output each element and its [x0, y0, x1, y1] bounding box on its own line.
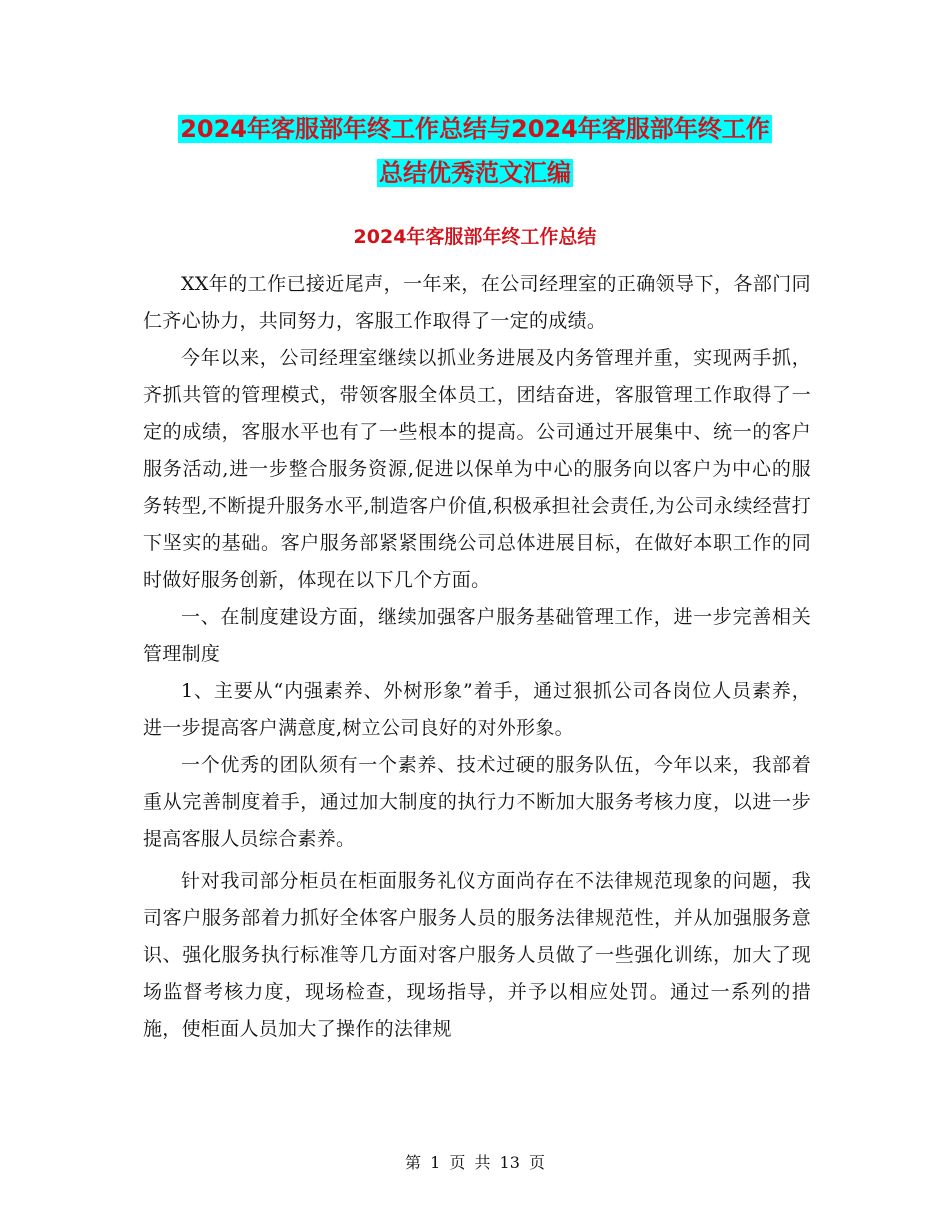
document-body: [143, 266, 811, 1048]
paragraph: 1、主要从“内强素养、外树形象”着手，通过狠抓公司各岗位人员素养，进一步提高客户满意度,树立公司良好的对外形象。: [143, 680, 811, 739]
section-title: 2024年客服部年终工作总结: [353, 226, 597, 248]
page-footer: 第 1 页 共 13 页: [405, 1153, 545, 1172]
document-title-line-2: [0, 156, 950, 190]
paragraph: 针对我司部分柜员在柜面服务礼仪方面尚存在不法律规范现象的问题，我司客户服务部着力抓好全体客户服务人员的服务法律规范性，并从加强服务意识、强化服务执行标准等几方面对客户服务人员做了一些强化训练，加大了现场监督考核力度，现场检查，现场指导，并予以相应处罚。通过一系列的措施，使柜面人员加大了操作的法律规: [143, 870, 811, 1040]
paragraph: 今年以来，公司经理室继续以抓业务进展及内务管理并重，实现两手抓，齐抓共管的管理模式，带领客服全体员工，团结奋进，客服管理工作取得了一定的成绩，客服水平也有了一些根本的提高。公司通过开展集中、统一的客户服务活动,进一步整合服务资源,促进以保单为中心的服务向以客户为中心的服务转型,不断提升服务水平,制造客户价值,积极承担社会责任,为公司永续经营打下坚实的基础。客户服务部紧紧围绕公司总体进展目标，在做好本职工作的同时做好服务创新，体现在以下几个方面。: [143, 347, 811, 591]
document-title-line-1: [0, 112, 950, 146]
paragraph: 一个优秀的团队须有一个素养、技术过硬的服务队伍，今年以来，我部着重从完善制度着手，通过加大制度的执行力不断加大服务考核力度，以进一步提高客服人员综合素养。: [143, 754, 811, 850]
paragraph: XX年的工作已接近尾声，一年来，在公司经理室的正确领导下，各部门同仁齐心协力，共同努力，客服工作取得了一定的成绩。: [143, 273, 811, 332]
title-highlight-1: 2024年客服部年终工作总结与2024年客服部年终工作: [180, 115, 770, 143]
title-highlight-2: 总结优秀范文汇编: [379, 159, 571, 187]
paragraph: 一、在制度建设方面，继续加强客户服务基础管理工作，进一步完善相关管理制度: [143, 606, 811, 665]
